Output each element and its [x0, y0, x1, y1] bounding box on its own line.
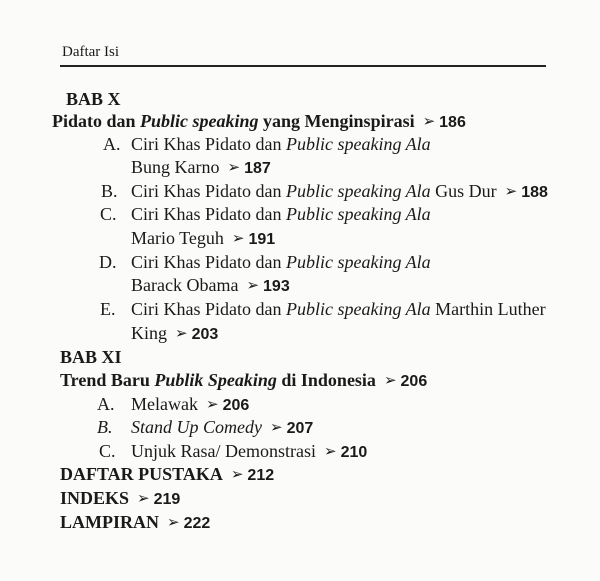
bab-xi-title: Trend Baru Publik Speaking di Indonesia ➢ 206	[60, 370, 428, 390]
toc-entry-bab-xi-a: Melawak ➢ 206	[131, 394, 250, 414]
header-rule	[60, 65, 546, 67]
page-number: 210	[340, 444, 368, 461]
arrow-icon: ➢	[227, 158, 241, 176]
page-number: 187	[244, 160, 271, 177]
toc-entry-bab-xi-b: Stand Up Comedy ➢ 207	[131, 417, 314, 437]
toc-entry-bab-xi-c: Unjuk Rasa/ Demonstrasi ➢ 210	[131, 441, 368, 461]
arrow-icon: ➢	[422, 112, 436, 130]
page-number: 212	[247, 467, 275, 484]
item-letter: A.	[103, 134, 121, 154]
item-letter: E.	[100, 299, 116, 319]
toc-entry-bab-x-e-line1: Ciri Khas Pidato dan Public speaking Ala Marthin Luther	[131, 299, 546, 319]
item-letter: D.	[99, 252, 117, 272]
page-number: 222	[183, 515, 211, 532]
arrow-icon: ➢	[230, 465, 244, 483]
page-number: 186	[439, 114, 466, 131]
item-letter: A.	[97, 394, 115, 414]
page-number: 206	[222, 397, 250, 414]
item-letter: B.	[97, 417, 113, 437]
arrow-icon: ➢	[205, 395, 219, 413]
page-number: 203	[191, 326, 219, 343]
arrow-icon: ➢	[504, 182, 518, 200]
toc-entry-indeks: INDEKS ➢ 219	[60, 488, 181, 508]
arrow-icon: ➢	[246, 276, 260, 294]
toc-entry-daftar-pustaka: DAFTAR PUSTAKA ➢ 212	[60, 464, 275, 484]
toc-entry-bab-x-a-line1: Ciri Khas Pidato dan Public speaking Ala	[131, 134, 431, 154]
arrow-icon: ➢	[175, 324, 188, 342]
page-number: 188	[521, 184, 548, 201]
page-number: 191	[248, 231, 276, 248]
arrow-icon: ➢	[167, 513, 180, 531]
running-header: Daftar Isi	[62, 44, 120, 60]
arrow-icon: ➢	[383, 371, 397, 389]
item-letter: C.	[100, 204, 117, 224]
page-number: 206	[400, 373, 428, 390]
arrow-icon: ➢	[137, 489, 150, 507]
toc-entry-lampiran: LAMPIRAN ➢ 222	[60, 512, 211, 532]
toc-entry-bab-x-d-line1: Ciri Khas Pidato dan Public speaking Ala	[131, 252, 431, 272]
toc-entry-bab-x-a-line2: Bung Karno ➢ 187	[131, 157, 271, 177]
toc-entry-bab-x-e-line2: King ➢ 203	[131, 323, 219, 343]
page-number: 219	[153, 491, 181, 508]
item-letter: C.	[99, 441, 116, 461]
arrow-icon: ➢	[231, 229, 245, 247]
toc-entry-bab-x-d-line2: Barack Obama ➢ 193	[131, 275, 290, 295]
bab-x-title: Pidato dan Public speaking yang Menginspirasi ➢ 186	[52, 111, 466, 131]
toc-entry-bab-x-b: Ciri Khas Pidato dan Public speaking Ala Gus Dur ➢ 188	[131, 181, 548, 201]
item-letter: B.	[101, 181, 118, 201]
bab-xi-label: BAB XI	[60, 347, 122, 367]
page-number: 207	[286, 420, 314, 437]
page-number: 193	[263, 278, 290, 295]
toc-entry-bab-x-c-line1: Ciri Khas Pidato dan Public speaking Ala	[131, 204, 431, 224]
arrow-icon: ➢	[269, 418, 283, 436]
arrow-icon: ➢	[323, 442, 337, 460]
toc-entry-bab-x-c-line2: Mario Teguh ➢ 191	[131, 228, 276, 248]
bab-x-label: BAB X	[66, 89, 121, 109]
